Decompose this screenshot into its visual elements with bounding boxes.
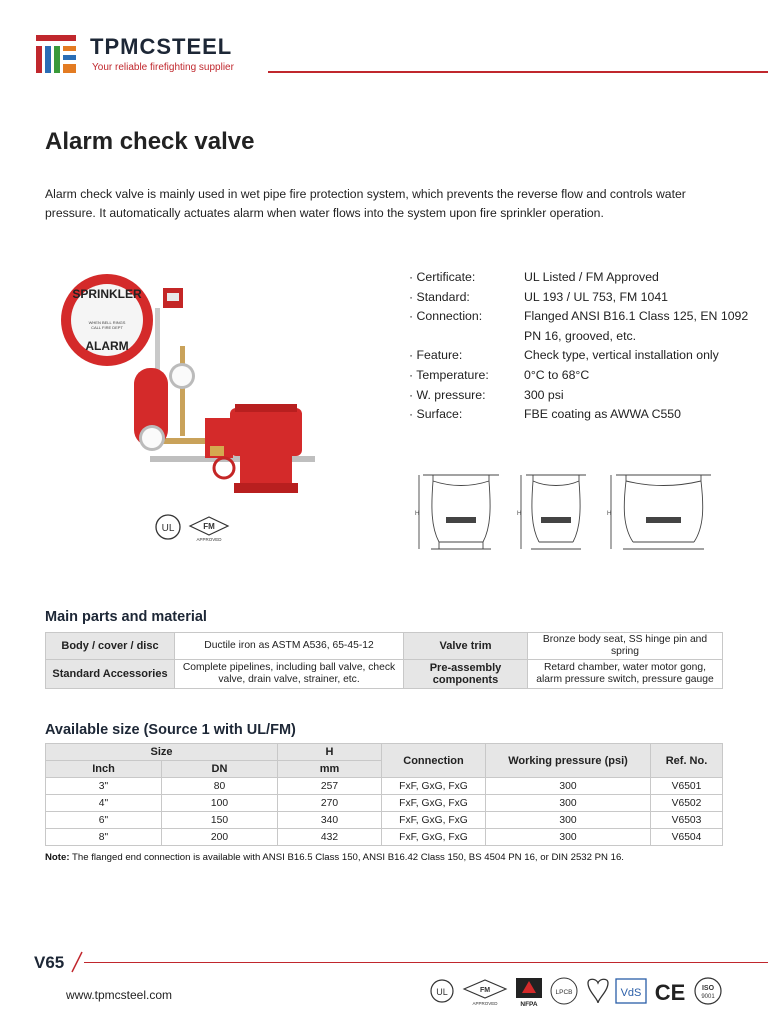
table-cell: V6504 — [651, 829, 723, 846]
table-cell: FxF, GxG, FxG — [382, 812, 486, 829]
spec-list — [409, 268, 754, 425]
spec-value: UL Listed / FM Approved — [524, 270, 659, 284]
parts-cell: Ductile iron as ASTM A536, 65-45-12 — [175, 633, 404, 660]
table-cell: V6503 — [651, 812, 723, 829]
nfpa-icon — [516, 978, 542, 1007]
spec-key: · Temperature: — [409, 367, 489, 382]
table-cell: 257 — [278, 778, 382, 795]
table-row — [46, 812, 723, 829]
header-mm: mm — [278, 761, 382, 778]
iso-icon — [695, 978, 721, 1004]
table-cell: 8" — [46, 829, 162, 846]
spec-row — [409, 346, 754, 366]
size-section-title: Available size (Source 1 with UL/FM) — [45, 722, 296, 738]
dimension-label-2: H — [517, 511, 522, 517]
spec-value: 300 psi — [524, 387, 564, 402]
header-dn: DN — [162, 761, 278, 778]
table-cell: 100 — [162, 795, 278, 812]
page-title: Alarm check valve — [45, 128, 255, 155]
parts-cell: Bronze body seat, SS hinge pin and spring — [528, 633, 723, 660]
spec-row — [409, 288, 754, 308]
table-cell: 3" — [46, 778, 162, 795]
table-row — [46, 778, 723, 795]
parts-table — [45, 632, 723, 689]
footer-fm-sub-label: APPROVED — [472, 1001, 498, 1006]
table-cell: 4" — [46, 795, 162, 812]
fm-label: FM — [203, 522, 215, 531]
certification-logos — [428, 975, 728, 1007]
parts-cell: Complete pipelines, including ball valve, check valve, drain valve, strainer, etc. — [175, 660, 404, 689]
intro-paragraph: Alarm check valve is mainly used in wet pipe fire protection system, which prevents the reverse flow and controls water pressure. It automatically actuates alarm when water flows into the system upon fire sprinkler operation. — [45, 187, 686, 220]
size-table-body — [46, 778, 723, 846]
spec-key: · Certificate: — [409, 270, 476, 284]
table-cell: 150 — [162, 812, 278, 829]
parts-section-title: Main parts and material — [45, 609, 207, 625]
table-cell: 432 — [278, 829, 382, 846]
dimension-label-3: H — [607, 511, 612, 517]
note-text: The flanged end connection is available with ANSI B16.5 Class 150, ANSI B16.42 Class 150, BS 4504 PN 16, or DIN 2532 PN 16. — [69, 852, 624, 863]
brand-logo-icon — [36, 35, 76, 73]
spec-value: Check type, vertical installation only — [524, 348, 719, 363]
note-label: Note: — [45, 852, 70, 863]
spec-key: · W. pressure: — [409, 387, 486, 402]
spec-value: UL 193 / UL 753, FM 1041 — [524, 289, 669, 304]
table-cell: 6" — [46, 812, 162, 829]
table-row — [46, 633, 723, 660]
fm-approved-icon — [186, 512, 232, 542]
footer-rule — [84, 962, 768, 963]
ul-label: UL — [161, 523, 175, 534]
table-cell: 80 — [162, 778, 278, 795]
header-inch: Inch — [46, 761, 162, 778]
footer-iso-number: 9001 — [701, 994, 715, 1000]
table-cell: FxF, GxG, FxG — [382, 795, 486, 812]
table-cell: FxF, GxG, FxG — [382, 829, 486, 846]
gong-top-text: SPRINKLER — [72, 287, 142, 301]
footer-ce-label: CE — [654, 980, 686, 1005]
dimension-drawings — [411, 467, 731, 557]
ce-icon — [655, 980, 686, 1005]
page-number: V65 — [34, 953, 65, 972]
spec-key: · Surface: — [409, 407, 463, 422]
footer-iso-label: ISO — [701, 985, 715, 992]
product-image — [60, 268, 335, 500]
table-note — [45, 852, 624, 863]
table-cell: FxF, GxG, FxG — [382, 778, 486, 795]
vds-icon — [616, 979, 646, 1003]
table-cell: V6502 — [651, 795, 723, 812]
table-cell: 300 — [486, 829, 651, 846]
table-row — [46, 829, 723, 846]
spec-key: · Standard: — [409, 289, 470, 304]
footer-slash-icon — [70, 950, 84, 974]
brand-tagline: Your reliable firefighting supplier — [92, 62, 234, 73]
parts-cell: Standard Accessories — [46, 660, 175, 689]
header-working-pressure: Working pressure (psi) — [486, 744, 651, 778]
spec-row — [409, 386, 754, 406]
parts-cell: Pre-assembly components — [404, 660, 528, 689]
header-h: H — [278, 744, 382, 761]
ul-icon — [431, 980, 453, 1002]
footer-lpcb-label: LPCB — [555, 989, 573, 996]
gong-small-text-1: WHEN BELL RINGS — [88, 320, 126, 325]
spec-key: · Connection: — [409, 309, 483, 324]
spec-value: Flanged ANSI B16.1 Class 125, EN 1092 PN 16, grooved, etc. — [524, 309, 749, 343]
fm-sub-label: APPROVED — [196, 537, 222, 542]
spec-value: FBE coating as AWWA C550 — [524, 407, 681, 422]
spec-row — [409, 405, 754, 425]
header-size: Size — [46, 744, 278, 761]
footer-ul-label: UL — [436, 987, 448, 997]
footer-vds-label: VdS — [620, 987, 642, 999]
table-row — [46, 795, 723, 812]
gong-small-text-2: CALL FIRE DEPT — [91, 325, 123, 330]
table-cell: V6501 — [651, 778, 723, 795]
header-rule — [268, 71, 768, 73]
size-table — [45, 743, 723, 846]
gong-bottom-text: ALARM — [85, 339, 129, 353]
ss-heart-icon — [588, 979, 608, 1003]
ul-listed-icon — [152, 512, 186, 542]
parts-cell: Body / cover / disc — [46, 633, 175, 660]
table-cell: 300 — [486, 812, 651, 829]
parts-cell: Retard chamber, water motor gong, alarm pressure switch, pressure gauge — [528, 660, 723, 689]
fm-icon — [464, 980, 506, 1006]
table-cell: 300 — [486, 795, 651, 812]
header-connection: Connection — [382, 744, 486, 778]
footer-fm-label: FM — [479, 987, 491, 994]
spec-value: 0°C to 68°C — [524, 367, 590, 382]
spec-row — [409, 268, 754, 288]
table-header-row — [46, 744, 723, 761]
footer-nfpa-label: NFPA — [520, 1001, 538, 1007]
table-row — [46, 660, 723, 689]
spec-row — [409, 366, 754, 386]
header-ref: Ref. No. — [651, 744, 723, 778]
brand-name: TPMCSTEEL — [90, 34, 233, 59]
parts-cell: Valve trim — [404, 633, 528, 660]
table-cell: 270 — [278, 795, 382, 812]
table-cell: 340 — [278, 812, 382, 829]
dimension-label-1: H — [415, 511, 420, 517]
table-cell: 200 — [162, 829, 278, 846]
lpcb-icon — [551, 978, 577, 1004]
website-link[interactable]: www.tpmcsteel.com — [66, 988, 173, 1002]
spec-row — [409, 307, 754, 346]
table-cell: 300 — [486, 778, 651, 795]
spec-key: · Feature: — [409, 348, 463, 363]
